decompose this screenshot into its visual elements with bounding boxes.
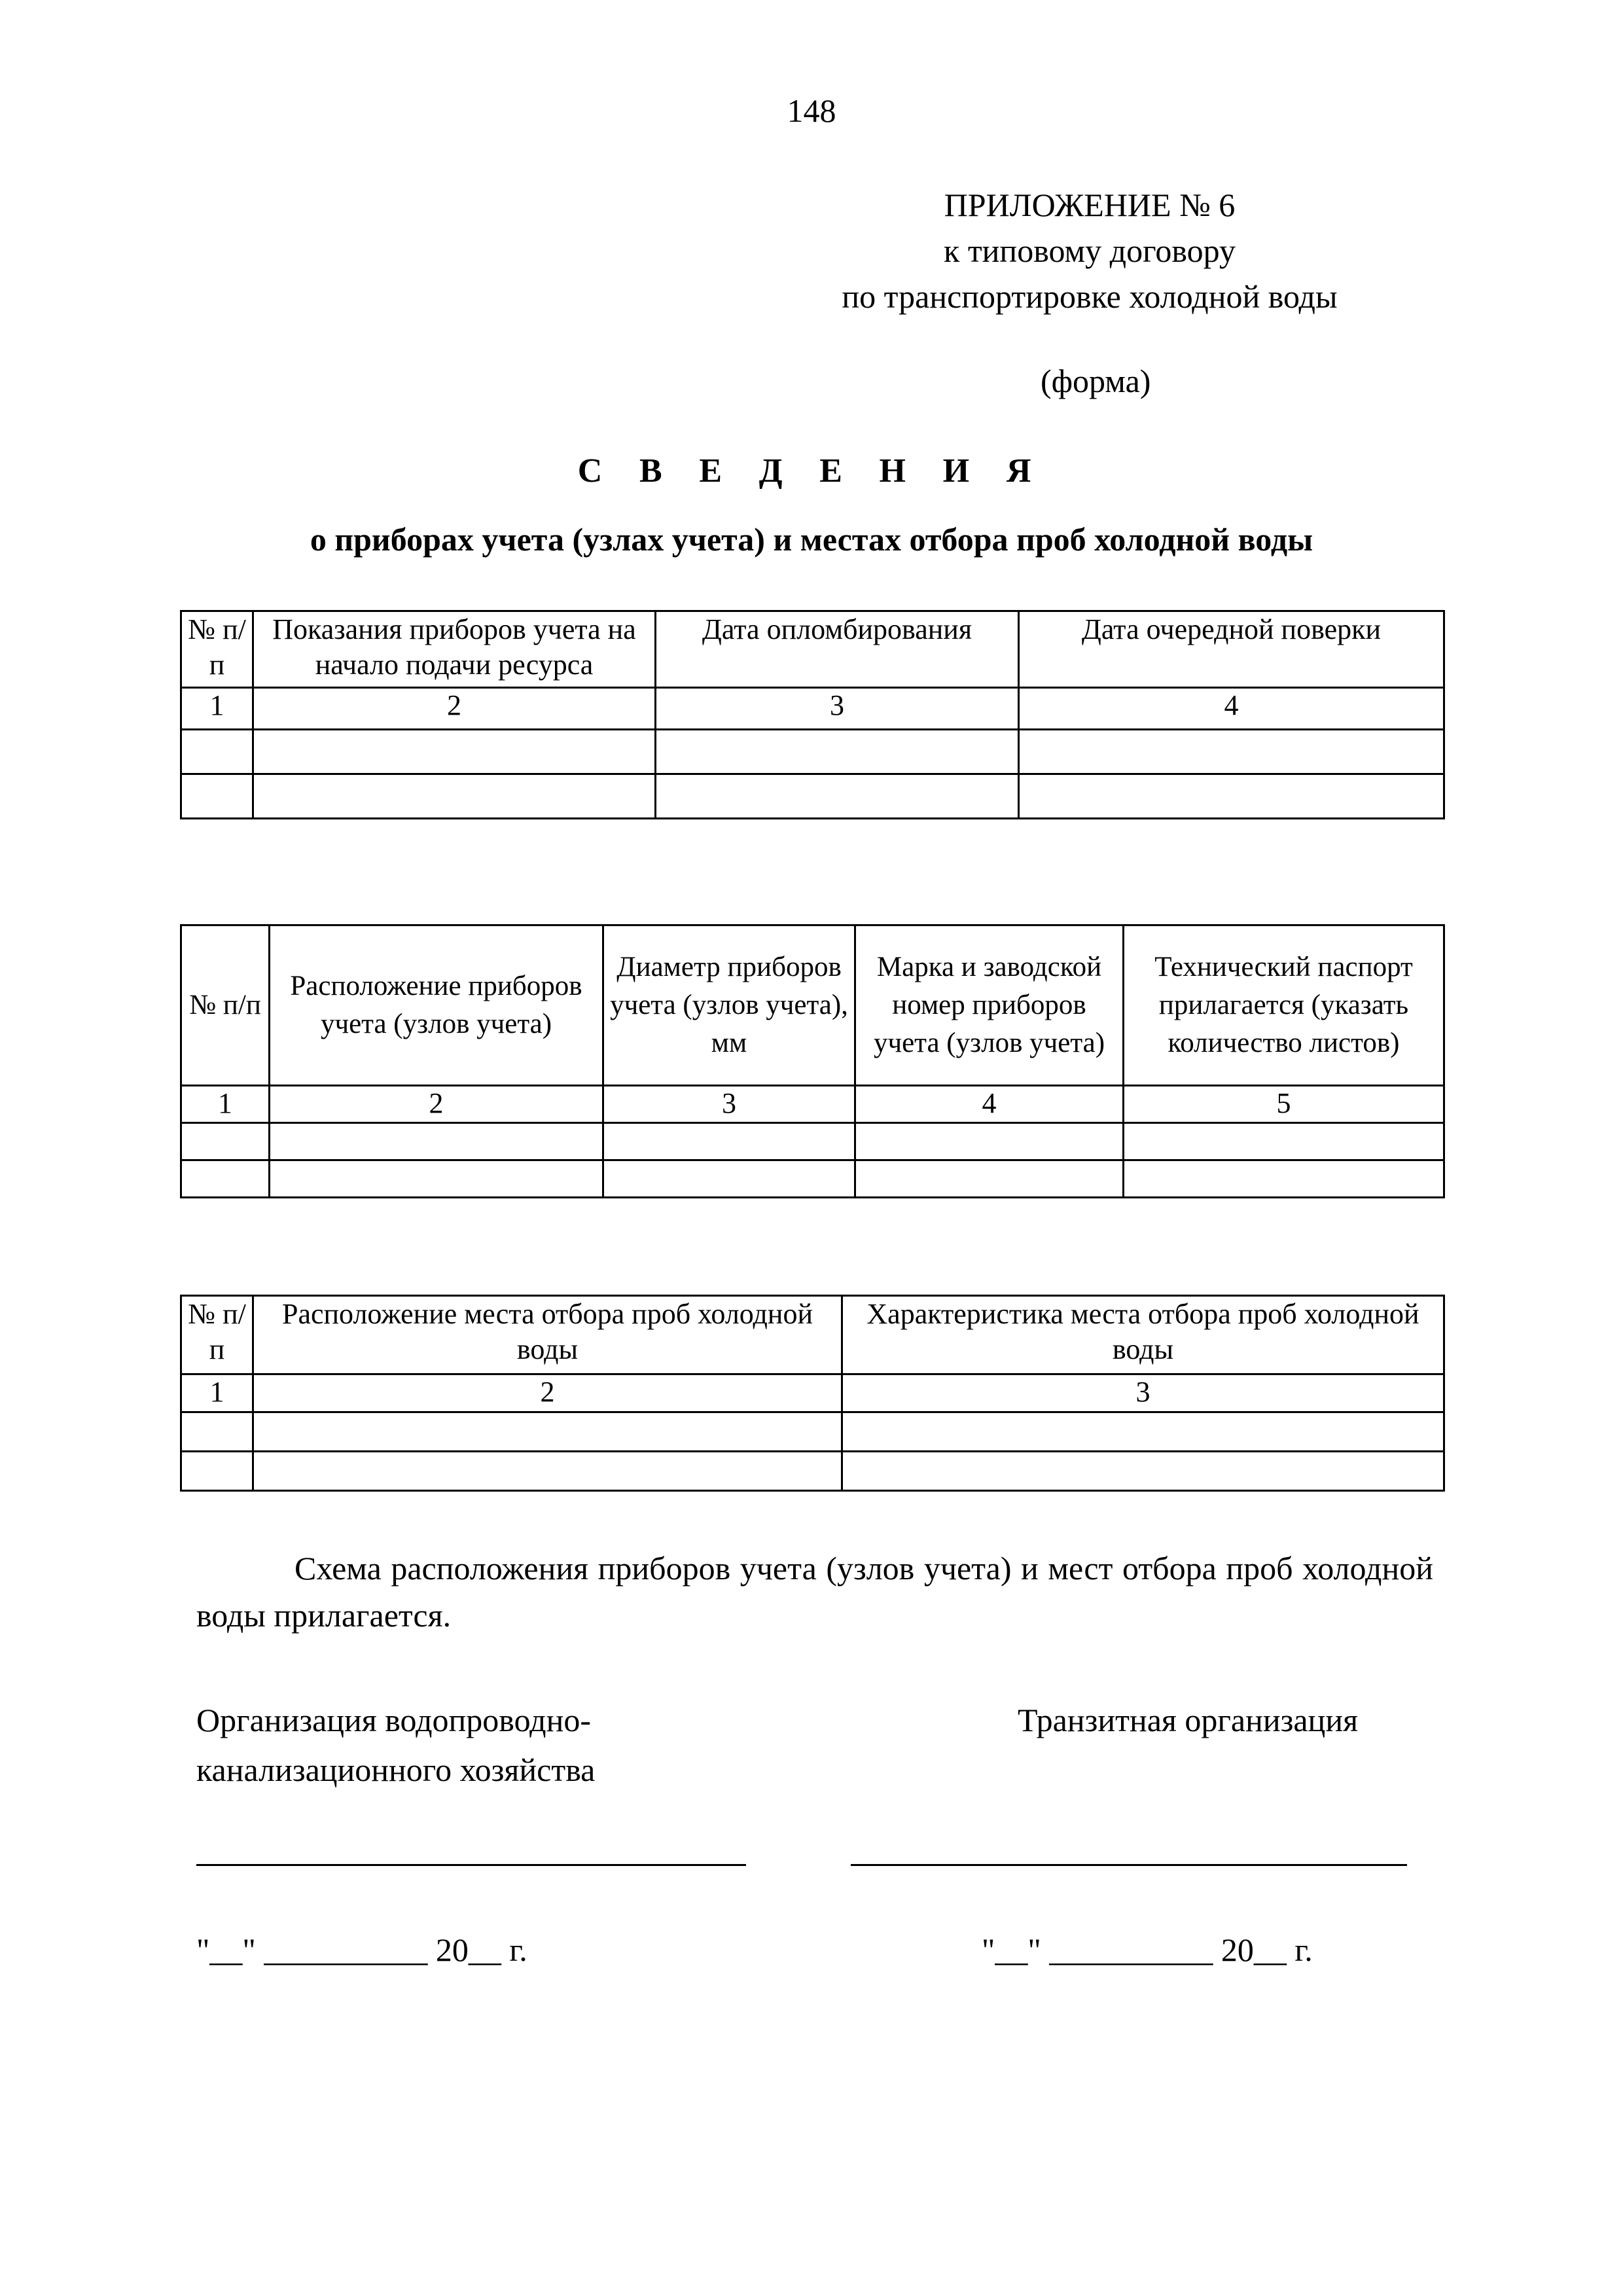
water-utility-org-line-1: Организация водопроводно- [196,1702,591,1738]
empty-cell [1019,774,1444,819]
water-utility-org [196,1695,595,1795]
table-header-cell: Показания приборов учета на начало подачи ресурса [253,611,656,688]
empty-cell [855,1160,1124,1198]
document-subtitle: о приборах учета (узлах учета) и местах отбора проб холодной воды [310,521,1313,558]
form-label: (форма) [1041,363,1151,399]
column-number-cell: 3 [603,1086,855,1123]
empty-cell [181,1452,253,1491]
sampling-points-table [180,1295,1445,1492]
empty-cell [656,774,1019,819]
empty-cell [253,1452,842,1491]
empty-cell [181,1160,270,1198]
transit-org: Транзитная организация [1018,1702,1359,1738]
scheme-note: Схема расположения приборов учета (узлов учета) и мест отбора проб холодной воды прилагается. [196,1550,1433,1634]
table-header-cell: Расположение приборов учета (узлов учета) [270,925,603,1086]
column-number-cell: 3 [842,1374,1444,1412]
empty-cell [181,1412,253,1452]
empty-cell [181,774,253,819]
empty-cell [181,1123,270,1160]
empty-cell [1124,1160,1444,1198]
table-header-cell: Дата опломбирования [656,611,1019,688]
empty-cell [181,730,253,774]
table-row [181,1412,1444,1452]
table-header-cell: № п/п [181,1296,253,1374]
table-row [181,730,1444,774]
table-header-cell: Диаметр приборов учета (узлов учета), мм [603,925,855,1086]
signature-line-right [851,1864,1407,1866]
table-header-cell: Характеристика места отбора проб холодной воды [842,1296,1444,1374]
table-row [181,1452,1444,1491]
empty-cell [253,730,656,774]
column-number-cell: 2 [270,1086,603,1123]
table-header-row [181,925,1444,1086]
empty-cell [855,1123,1124,1160]
date-line-right: "__" __________ 20__ г. [982,1931,1313,1968]
column-number-cell: 4 [1019,688,1444,730]
appendix-line-2: к типовому договору [944,232,1236,269]
table-header-cell: Технический паспорт прилагается (указать количество листов) [1124,925,1444,1086]
table-header-cell: № п/п [181,925,270,1086]
table-row [181,1123,1444,1160]
column-number-cell: 5 [1124,1086,1444,1123]
empty-cell [270,1123,603,1160]
meter-units-table [180,924,1445,1198]
column-number-row [181,1374,1444,1412]
empty-cell [253,1412,842,1452]
empty-cell [1019,730,1444,774]
meter-readings-table [180,610,1445,819]
table-row [181,774,1444,819]
column-number-cell: 4 [855,1086,1124,1123]
empty-cell [656,730,1019,774]
column-number-row [181,1086,1444,1123]
table-header-row [181,1296,1444,1374]
empty-cell [842,1452,1444,1491]
appendix-title: ПРИЛОЖЕНИЕ № 6 [944,187,1236,223]
empty-cell [842,1412,1444,1452]
column-number-row [181,688,1444,730]
appendix-line-3: по транспортировке холодной воды [842,278,1338,315]
signature-line-left [196,1864,746,1866]
table-row [181,1160,1444,1198]
empty-cell [1124,1123,1444,1160]
empty-cell [253,774,656,819]
table-header-cell: Дата очередной поверки [1019,611,1444,688]
column-number-cell: 2 [253,688,656,730]
date-line-left: "__" __________ 20__ г. [196,1931,527,1968]
table-header-cell: Расположение места отбора проб холодной воды [253,1296,842,1374]
water-utility-org-line-2: канализационного хозяйства [196,1751,596,1788]
document-title: С В Е Д Е Н И Я [577,452,1046,490]
appendix-header [720,182,1459,319]
column-number-cell: 1 [181,688,253,730]
table-header-cell: № п/п [181,611,253,688]
empty-cell [603,1160,855,1198]
empty-cell [603,1123,855,1160]
page-number: 148 [787,92,836,129]
table-header-row [181,611,1444,688]
column-number-cell: 1 [181,1086,270,1123]
column-number-cell: 1 [181,1374,253,1412]
empty-cell [270,1160,603,1198]
column-number-cell: 2 [253,1374,842,1412]
table-header-cell: Марка и заводской номер приборов учета (узлов учета) [855,925,1124,1086]
column-number-cell: 3 [656,688,1019,730]
